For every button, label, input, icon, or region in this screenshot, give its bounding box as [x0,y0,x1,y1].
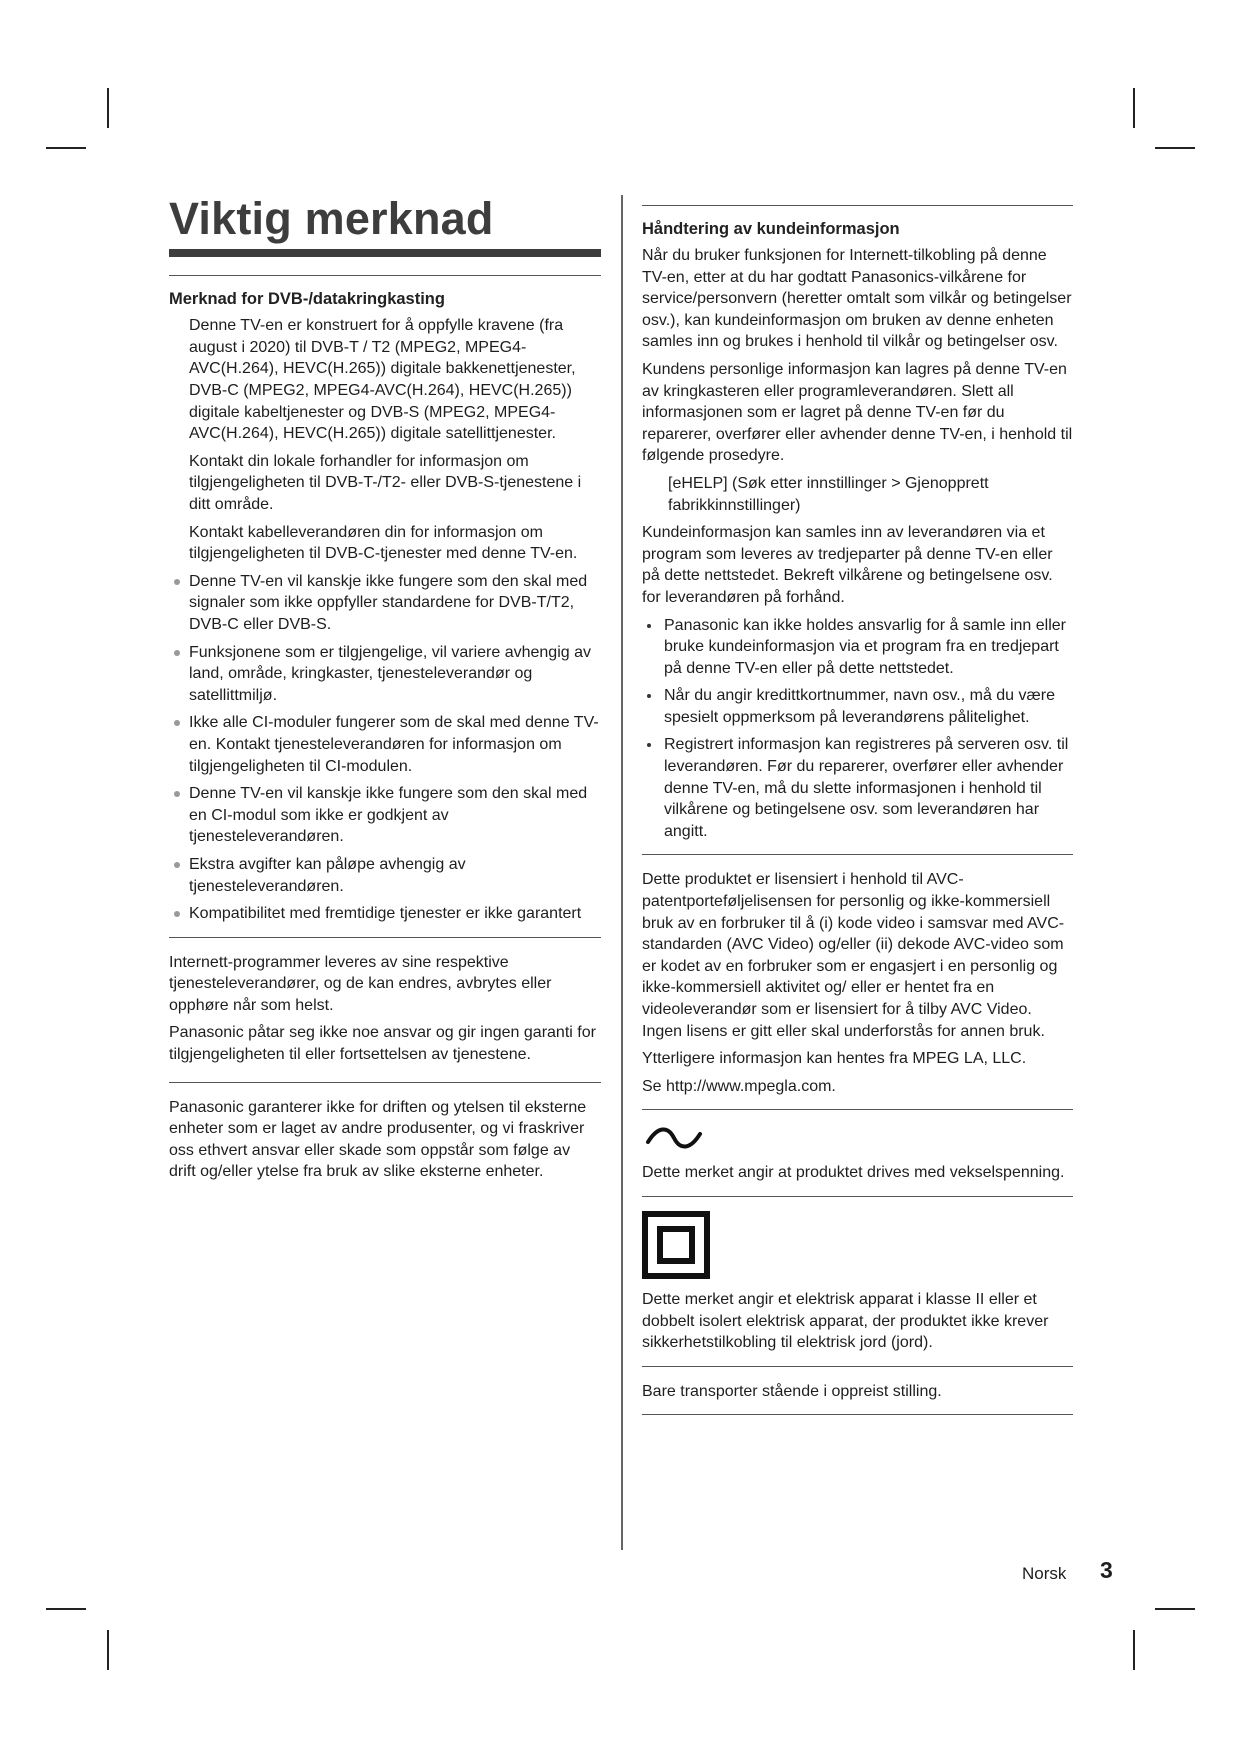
section-rule [169,1082,601,1083]
class-ii-symbol-icon [642,1211,710,1279]
dvb-paragraph: Kontakt kabelleverandøren din for informasjon om tilgjengeligheten til DVB-C-tjenester med denne TV-en. [189,523,578,563]
list-item: Registrert informasjon kan registreres på serveren osv. til leverandøren. Før du reparerer, overfører eller avhender denne TV-en, må du slette informasjonen i henhold til vilkårene og betingelsene osv. som leverandøren har angitt. [642,734,1073,842]
left-column [169,195,601,1189]
list-item: Panasonic kan ikke holdes ansvarlig for å samle inn eller bruke kundeinformasjon via et program fra en tredjepart på denne TV-en eller på dette nettstedet. [642,615,1073,680]
dvb-heading: Merknad for DVB-/datakringkasting [169,290,445,309]
internet-paragraph: Internett-programmer leveres av sine respektive tjenesteleverandører, og de kan endres, avbrytes eller opphøre når som helst. [169,953,552,1014]
crop-mark [1155,1608,1195,1610]
section-rule [642,1414,1073,1415]
third-party-paragraph: Kundeinformasjon kan samles inn av leverandøren via et program som leveres av tredjeparter på denne TV-en eller på dette nettstedet. Bekreft vilkårene og betingelsene osv. for leverandøren på forhånd. [642,524,1053,606]
crop-mark [107,1630,109,1670]
title-underline [169,249,601,257]
page-title: Viktig merknad [169,193,494,244]
crop-mark [46,1608,86,1610]
section-rule [642,1109,1073,1110]
section-rule [642,1196,1073,1197]
class-ii-symbol-text: Dette merket angir et elektrisk apparat i klasse II eller et dobbelt isolert elektrisk apparat, der produktet ikke krever sikkerhetstilkobling til elektrisk jord (jord). [642,1290,1049,1352]
right-column [642,205,1073,1429]
list-item: Kompatibilitet med fremtidige tjenester er ikke garantert [169,903,601,925]
section-rule [642,854,1073,855]
list-item: Når du angir kredittkortnummer, navn osv., må du være spesielt oppmerksom på leverandørens pålitelighet. [642,685,1073,728]
customer-paragraph: Kundens personlige informasjon kan lagres på denne TV-en av kringkasteren eller programleverandøren. Slett all informasjonen som er lagret på denne TV-en før du reparerer, overfører eller avhender denne TV-en, i henhold til følgende prosedyre. [642,360,1073,465]
ehelp-path: [eHELP] (Søk etter innstillinger > Gjenopprett fabrikkinnstillinger) [668,474,989,514]
ac-symbol-text: Dette merket angir at produktet drives med vekselspenning. [642,1164,1065,1182]
external-devices-paragraph: Panasonic garanterer ikke for driften og ytelsen til eksterne enheter som er laget av andre produsenter, og vi fraskriver oss ethvert ansvar eller skade som oppstår som følge av drift og/eller ytelse fra bruk av slike eksterne enheter. [169,1098,587,1181]
section-rule [169,937,601,938]
language-label: Norsk [1022,1564,1067,1583]
section-rule [642,205,1073,206]
crop-mark [1155,147,1195,149]
ac-symbol-icon [644,1124,704,1152]
section-rule [169,275,601,276]
list-item: Ekstra avgifter kan påløpe avhengig av tjenesteleverandøren. [169,854,601,897]
dvb-paragraph: Kontakt din lokale forhandler for informasjon om tilgjengeligheten til DVB-T-/T2- eller DVB-S-tjenestene i ditt område. [189,452,582,513]
crop-mark [107,88,109,128]
section-rule [642,1366,1073,1367]
dvb-paragraph: Denne TV-en er konstruert for å oppfylle kravene (fra august i 2020) til DVB-T / T2 (MPEG2, MPEG4-AVC(H.264), HEVC(H.265)) digitale bakkenettjenester, DVB-C (MPEG2, MPEG4-AVC(H.264), HEVC(H.265)) digitale kabeltjenester og DVB-S (MPEG2, MPEG4-AVC(H.264), HEVC(H.265)) digitale satellittjenester. [189,317,576,443]
avc-url-paragraph: Se http://www.mpegla.com. [642,1077,836,1095]
avc-license-paragraph: Dette produktet er lisensiert i henhold til AVC-patentporteføljelisensen for personlig og ikke-kommersiell bruk av en forbruker til å (i) kode video i samsvar med AVC-standarden (AVC Video) og/eller (ii) dekode AVC-video som er kodet av en forbruker som er engasjert i en personlig og ikke-kommersiell aktivitet og/ eller er hentet fra en videoleverandør som er lisensiert for å tilby AVC Video. Ingen lisens er gitt eller skal underforstås for annen bruk. [642,871,1065,1040]
dvb-bullet-list [169,571,601,925]
crop-mark [1133,1630,1135,1670]
avc-info-paragraph: Ytterligere informasjon kan hentes fra MPEG LA, LLC. [642,1050,1027,1068]
list-item: Ikke alle CI-moduler fungerer som de skal med denne TV-en. Kontakt tjenesteleverandøren for informasjon om tilgjengeligheten til CI-modulen. [169,712,601,777]
customer-paragraph: Når du bruker funksjonen for Internett-tilkobling på denne TV-en, etter at du har godtatt Panasonics-vilkårene for service/personvern (heretter omtalt som vilkår og betingelser osv.), kan kundeinformasjon om bruken av denne enheten samles inn og brukes i henhold til vilkår og betingelser osv. [642,247,1072,351]
page-number: 3 [1100,1557,1113,1583]
crop-mark [46,147,86,149]
customer-bullet-list [642,615,1073,843]
list-item: Denne TV-en vil kanskje ikke fungere som den skal med signaler som ikke oppfyller standardene for DVB-T/T2, DVB-C eller DVB-S. [169,571,601,636]
list-item: Funksjonene som er tilgjengelige, vil variere avhengig av land, område, kringkaster, tjenesteleverandør og satellittmiljø. [169,642,601,707]
internet-paragraph: Panasonic påtar seg ikke noe ansvar og gir ingen garanti for tilgjengeligheten til eller fortsettelsen av tjenestene. [169,1024,596,1064]
list-item: Denne TV-en vil kanskje ikke fungere som den skal med en CI-modul som ikke er godkjent av tjenesteleverandøren. [169,783,601,848]
customer-info-heading: Håndtering av kundeinformasjon [642,220,900,238]
crop-mark [1133,88,1135,128]
transport-text: Bare transporter stående i oppreist stilling. [642,1382,942,1400]
column-divider [621,195,623,1550]
